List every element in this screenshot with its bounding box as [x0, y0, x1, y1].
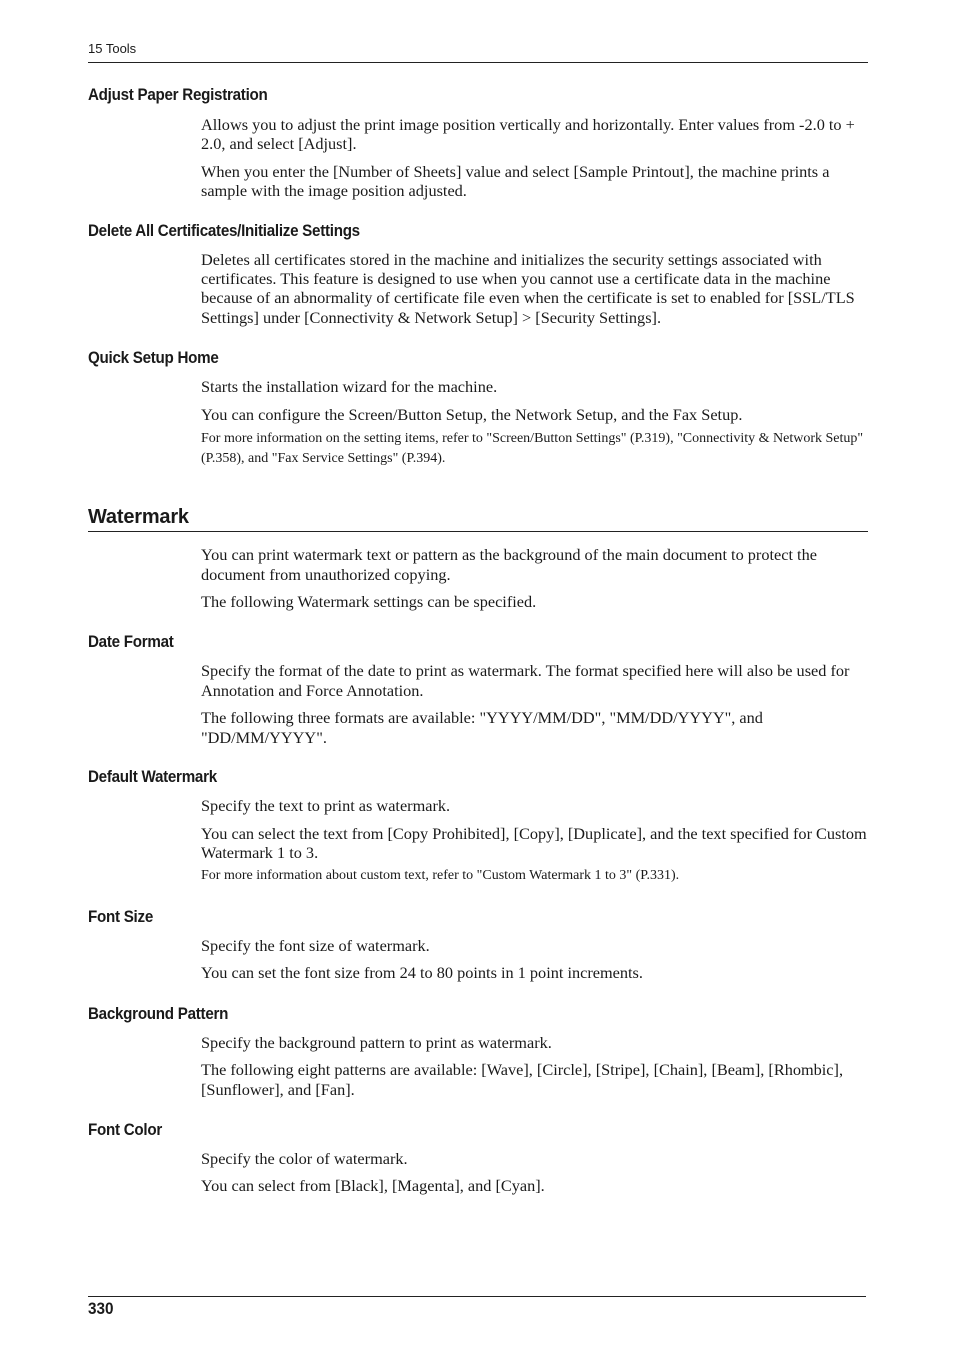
paragraph: You can configure the Screen/Button Setup, the Network Setup, and the Fax Setup.: [201, 404, 743, 424]
paragraph: You can select the text from [Copy Prohibited], [Copy], [Duplicate], and the text specified for Custom Watermark 1 to 3.: [201, 823, 867, 862]
section-title: Font Color: [88, 1120, 162, 1139]
paragraph: You can print watermark text or pattern as the background of the main document to protect the document from unauthorized copying.: [201, 545, 817, 584]
major-section-title: Watermark: [88, 506, 189, 529]
heading-rule: [88, 504, 868, 532]
section-title: Font Size: [88, 907, 153, 926]
page-footer: [88, 1296, 866, 1321]
section-title: Adjust Paper Registration: [88, 86, 268, 104]
paragraph: The following Watermark settings can be specified.: [201, 592, 537, 612]
section-title: Delete All Certificates/Initialize Settings: [88, 221, 360, 240]
section-watermark: [88, 504, 868, 611]
paragraph: Deletes all certificates stored in the machine and initializes the security settings associated with certificates. This feature is designed to use when you cannot use a certificate data in the machine because of an abnormality of certificate file even when the certificate is set to enabled for [SSL/TLS Settings] under [Connectivity & Network Setup] > [Security Settings].: [201, 249, 855, 327]
paragraph: Starts the installation wizard for the machine.: [201, 377, 498, 397]
section-quick-setup-home: [88, 347, 868, 468]
paragraph: Specify the background pattern to print as watermark.: [201, 1032, 552, 1052]
section-default-watermark: [88, 766, 868, 886]
section-adjust-paper-registration: [88, 84, 868, 201]
reference-note: For more information on the setting items, refer to "Screen/Button Settings" (P.319), "Connectivity & Network Setup" (P.358), and "Fax Service Settings" (P.394).: [201, 431, 864, 466]
section-title: Default Watermark: [88, 768, 217, 787]
page-content: [88, 84, 868, 1196]
paragraph: When you enter the [Number of Sheets] value and select [Sample Printout], the machine prints a sample with the image position adjusted.: [201, 161, 830, 201]
section-delete-certificates: [88, 220, 868, 328]
running-header: [88, 40, 868, 63]
section-font-color: [88, 1119, 868, 1196]
paragraph: Specify the color of watermark.: [201, 1148, 408, 1168]
section-title: Date Format: [88, 633, 174, 652]
paragraph: Specify the font size of watermark.: [201, 935, 430, 955]
paragraph: You can set the font size from 24 to 80 points in 1 point increments.: [201, 963, 643, 983]
paragraph: The following three formats are available: "YYYY/MM/DD", "MM/DD/YYYY", and "DD/MM/YYYY".: [201, 708, 763, 747]
paragraph: Specify the format of the date to print as watermark. The format specified here will also be used for Annotation and Force Annotation.: [201, 661, 850, 700]
page-number: 330: [88, 1299, 114, 1318]
chapter-label: 15 Tools: [88, 41, 137, 56]
section-title: Quick Setup Home: [88, 349, 219, 368]
paragraph: You can select from [Black], [Magenta], and [Cyan].: [201, 1176, 545, 1196]
section-date-format: [88, 631, 868, 747]
section-font-size: [88, 906, 868, 983]
section-title: Background Pattern: [88, 1004, 229, 1023]
paragraph: The following eight patterns are available: [Wave], [Circle], [Stripe], [Chain], [Beam], [Rhombic], [Sunflower], and [Fan].: [201, 1060, 844, 1099]
paragraph: Allows you to adjust the print image position vertically and horizontally. Enter values from -2.0 to + 2.0, and select [Adjust].: [201, 115, 855, 154]
paragraph: Specify the text to print as watermark.: [201, 796, 451, 816]
section-background-pattern: [88, 1003, 868, 1099]
reference-note: For more information about custom text, refer to "Custom Watermark 1 to 3" (P.331).: [201, 868, 680, 884]
